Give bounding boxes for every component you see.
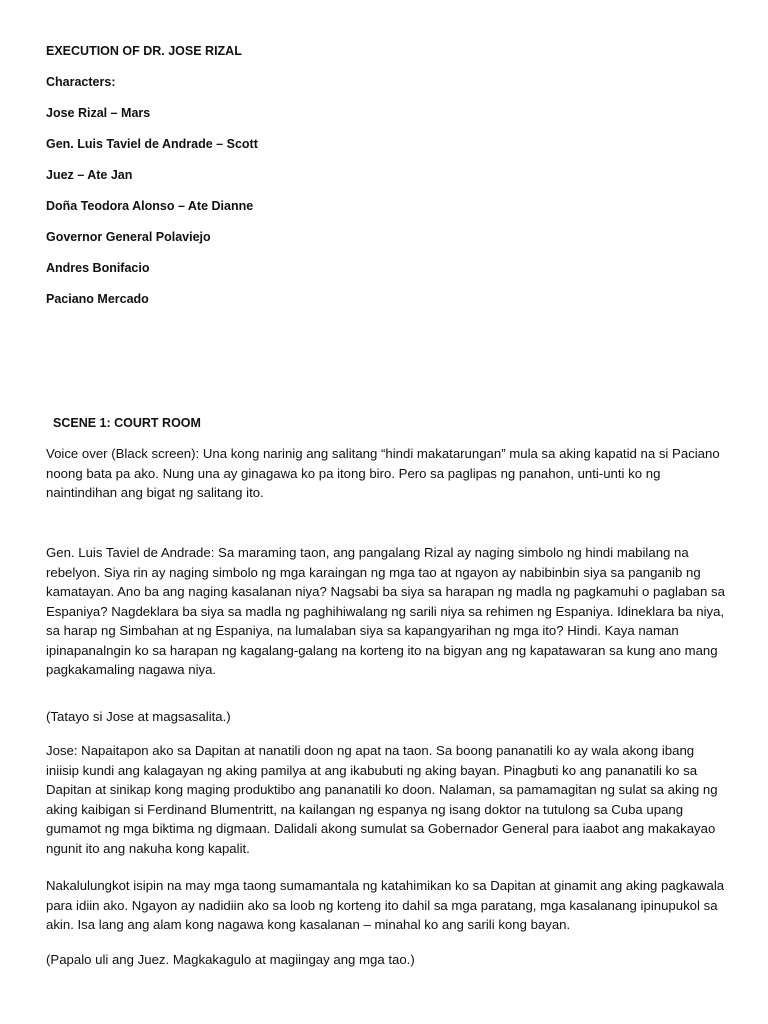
character-item: Andres Bonifacio	[46, 261, 150, 275]
paragraph-jose	[46, 741, 728, 858]
paragraph-text: Voice over (Black screen): Una kong narinig ang salitang “hindi makatarungan” mula sa aking kapatid na si Paciano noong bata pa ako. Nung una ay ginagawa ko pa itong biro. Pero sa paglipas ng panahon, unti-unti ko ng naintindihan ang bigat ng salitang ito.	[46, 446, 720, 500]
document-title: EXECUTION OF DR. JOSE RIZAL	[46, 44, 242, 58]
paragraph-text: Nakalulungkot isipin na may mga taong sumamantala ng katahimikan ko sa Dapitan at ginamit ang aking pagkawala para idiin ako. Ngayon ay nadidiin ako sa loob ng korteng ito dahil sa mga paratang, mga kasalanang ipinupukol sa akin. Isa lang ang alam kong nagawa kong kasalanan – minahal ko ang sarili kong bayan.	[46, 878, 725, 932]
paragraph-text: (Papalo uli ang Juez. Magkakagulo at magiingay ang mga tao.)	[46, 952, 415, 967]
paragraph-jose-continued	[46, 876, 728, 935]
paragraph-text: Gen. Luis Taviel de Andrade: Sa maraming taon, ang pangalang Rizal ay naging simbolo ng hindi mabilang na rebelyon. Siya rin ay naging simbolo ng mga karaingan ng mga tao at ngayon ay nabibinbin siya sa panganib ng kamatayan. Ano ba ang naging kasalanan niya? Nagsabi ba siya sa harapan ng madla ng pagkamuhi o paglaban sa Espaniya? Nagdeklara ba siya sa madla ng paghihiwalang ng sarili niya sa rehimen ng Espaniya. Idineklara ba niya, sa harap ng Simbahan at ng Espaniya, na lumalaban siya sa kapangyarihan ng mga ito? Hindi. Kaya naman ipinapanalngin ko sa harapan ng kagalang-galang na korteng ito na bigyan ang ng kapatawaran sa kung ano mang pagkakamaling nagawa niya.	[46, 545, 725, 677]
paragraph-voice-over	[46, 444, 728, 503]
characters-heading: Characters:	[46, 75, 116, 89]
paragraph-text: (Tatayo si Jose at magsasalita.)	[46, 709, 231, 724]
character-item: Paciano Mercado	[46, 292, 149, 306]
paragraph-stage-direction	[46, 707, 728, 727]
character-item: Doña Teodora Alonso – Ate Dianne	[46, 199, 254, 213]
character-item: Governor General Polaviejo	[46, 230, 211, 244]
character-item: Juez – Ate Jan	[46, 168, 133, 182]
scene-heading: SCENE 1: COURT ROOM	[53, 416, 201, 430]
paragraph-stage-direction	[46, 950, 728, 970]
character-item: Jose Rizal – Mars	[46, 106, 151, 120]
paragraph-text: Jose: Napaitapon ako sa Dapitan at nanatili doon ng apat na taon. Sa boong pananatili ko ay wala akong ibang iniisip kundi ang kalagayan ng aking pamilya at ang ikabubuti ng aking bayan. Pinagbuti ko ang pananatili ko sa Dapitan at sinikap kong maging produktibo ang pananatili ko doon. Nalaman, sa pamamagitan ng sulat sa aking ng aking kaibigan si Ferdinand Blumentritt, na kailangan ng espanya ng isang doktor na tutulong sa Cuba upang gumamot ng mga biktima ng digmaan. Dalidali akong sumulat sa Gobernador General para iaabot ang makakayao ngunit ito ang nakuha kong kapalit.	[46, 743, 718, 856]
paragraph-andrade	[46, 543, 728, 680]
character-item: Gen. Luis Taviel de Andrade – Scott	[46, 137, 258, 151]
